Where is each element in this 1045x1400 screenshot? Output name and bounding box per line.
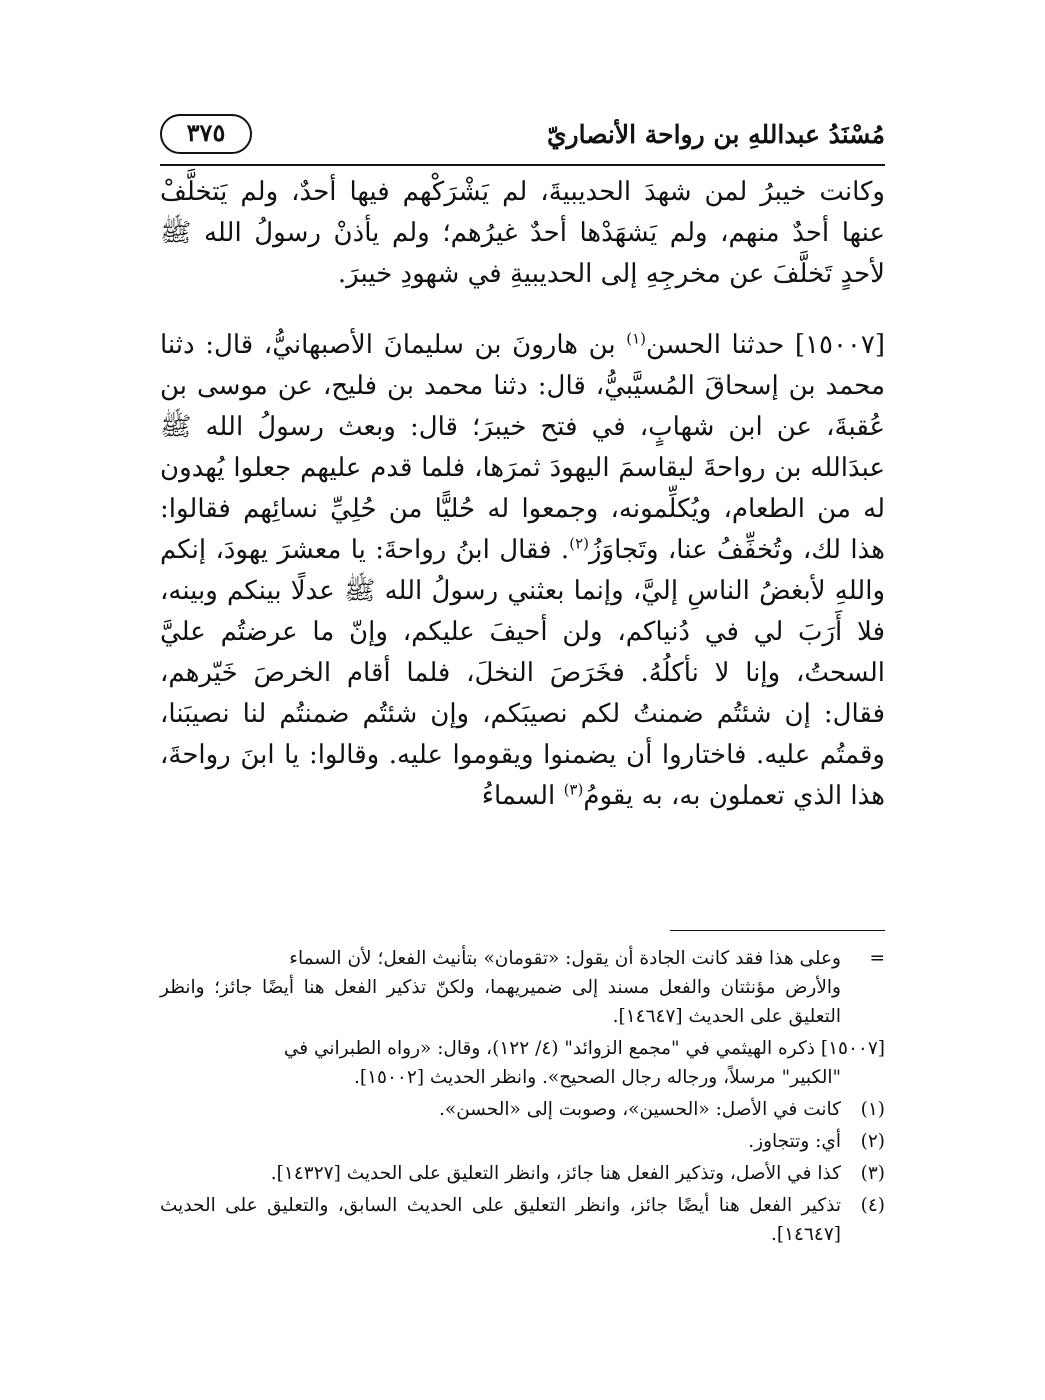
footnote-divider <box>670 930 885 931</box>
intro-paragraph: وكانت خيبرُ لمن شهدَ الحديبيةَ، لم يَشْرَكْهم فيها أحدٌ، ولم يَتخلَّفْ عنها أحدٌ منهم، ولم يَشهَدْها أحدٌ غيرُهم؛ ولم يأذنْ رسولُ الله ﷺ لأحدٍ تَخلَّفَ عن مخرجِهِ إلى الحديبيةِ في شهودِ خيبرَ. <box>160 177 885 289</box>
hadith-text-2: بن هارونَ بن سليمانَ الأصبهانيُّ، قال: دثنا محمد بن إسحاقَ المُسيَّبيُّ، قال: دثنا محمد بن فليح، عن موسى بن عُقبةَ، عن ابن شهابٍ، في فتح خيبرَ؛ قال: وبعث رسولُ الله ﷺ عبدَالله بن رواحةَ ليقاسمَ اليهودَ ثمرَها، فلما قدم عليهم جعلوا يُهدون له من الطعام، ويُكلِّمونه، وجمعوا له حُليًّا من حُلِيِّ نسائِهم فقالوا: هذا لك، وتُخفِّفُ عنا، وتَجاوَزُ <box>160 330 886 565</box>
footnote-text: تذكير الفعل هنا أيضًا جائز، وانظر التعليق على الحديث السابق، والتعليق على الحديث [١٤٦٤٧]. <box>160 1195 841 1245</box>
footnote-text: كذا في الأصل، وتذكير الفعل هنا جائز، وانظر التعليق على الحديث [١٤٣٢٧]. <box>270 1163 841 1184</box>
footnote-marker: (٢) <box>860 1131 885 1152</box>
footnote-ref-1[interactable]: (١) <box>626 329 647 348</box>
main-text <box>160 172 885 817</box>
footnote-4 <box>160 1191 885 1249</box>
takhrij-line-1: [١٥٠٠٧] ذكره الهيثمي في "مجمع الزوائد" (٤/ ١٢٢)، وقال: «رواه الطبراني في <box>283 1038 885 1059</box>
footnote-2 <box>160 1127 885 1156</box>
footnote-continuation <box>160 944 885 1031</box>
footnote-1 <box>160 1095 885 1124</box>
hadith-text-3: . فقال ابنُ رواحةَ: يا معشرَ يهودَ، إنكم واللهِ لأبغضُ الناسِ إليَّ، وإنما بعثني رسولُ الله ﷺ عدلًا بينكم وبينه، فلا أَرَبَ لي في دُنياكم، ولن أحيفَ عليكم، وإنّ ما عرضتُم عليَّ السحتُ، وإنا لا نأكلُهُ. فخَرَصَ النخلَ، فلما أقام الخرصَ خَيّرهم، فقال: إن شئتُم ضمنتُ لكم نصيبَكم، وإن شئتُم ضمنتُم لنا نصيبَنا، وقمتُم عليه. فاختاروا أن يضمنوا ويقوموا عليه. وقالوا: يا ابنَ رواحةَ، هذا الذي تعملون به، به يقومُ <box>160 535 885 811</box>
footnotes <box>160 944 885 1252</box>
page-header <box>160 108 885 160</box>
continuation-line-1: وعلى هذا فقد كانت الجادة أن يقول: «تقومان» بتأنيث الفعل؛ لأن السماء <box>289 948 841 969</box>
footnote-ref-2[interactable]: (٢) <box>569 534 589 553</box>
page-number-badge: ٣٧٥ <box>160 114 252 154</box>
footnote-marker: (٣) <box>860 1163 885 1184</box>
running-title: مُسْنَدُ عبداللهِ بن رواحة الأنصاريّ <box>546 120 885 149</box>
continuation-text: والأرض مؤنثتان والفعل مسند إلى ضميريهما، ولكنّ تذكير الفعل هنا أيضًا جائز؛ وانظر التعليق على الحديث [١٤٦٤٧]. <box>160 977 841 1027</box>
hadith-text-4: السماءُ <box>481 781 564 811</box>
footnote-text: أي: وتتجاوز. <box>748 1131 841 1152</box>
continuation-marker: = <box>869 948 885 969</box>
hadith-paragraph <box>160 325 885 817</box>
takhrij-note <box>160 1034 885 1092</box>
footnote-marker: (١) <box>860 1099 885 1120</box>
footnote-3 <box>160 1159 885 1188</box>
takhrij-text: "الكبير" مرسلاً، ورجاله رجال الصحيح». وانظر الحديث [١٥٠٠٢]. <box>354 1067 841 1088</box>
footnote-ref-3[interactable]: (٣) <box>563 780 584 799</box>
hadith-text-1: [١٥٠٠٧] حدثنا الحسن <box>646 330 886 360</box>
header-divider <box>160 164 885 166</box>
footnote-text: كانت في الأصل: «الحسين»، وصوبت إلى «الحسن». <box>439 1099 841 1120</box>
footnote-marker: (٤) <box>860 1195 885 1216</box>
